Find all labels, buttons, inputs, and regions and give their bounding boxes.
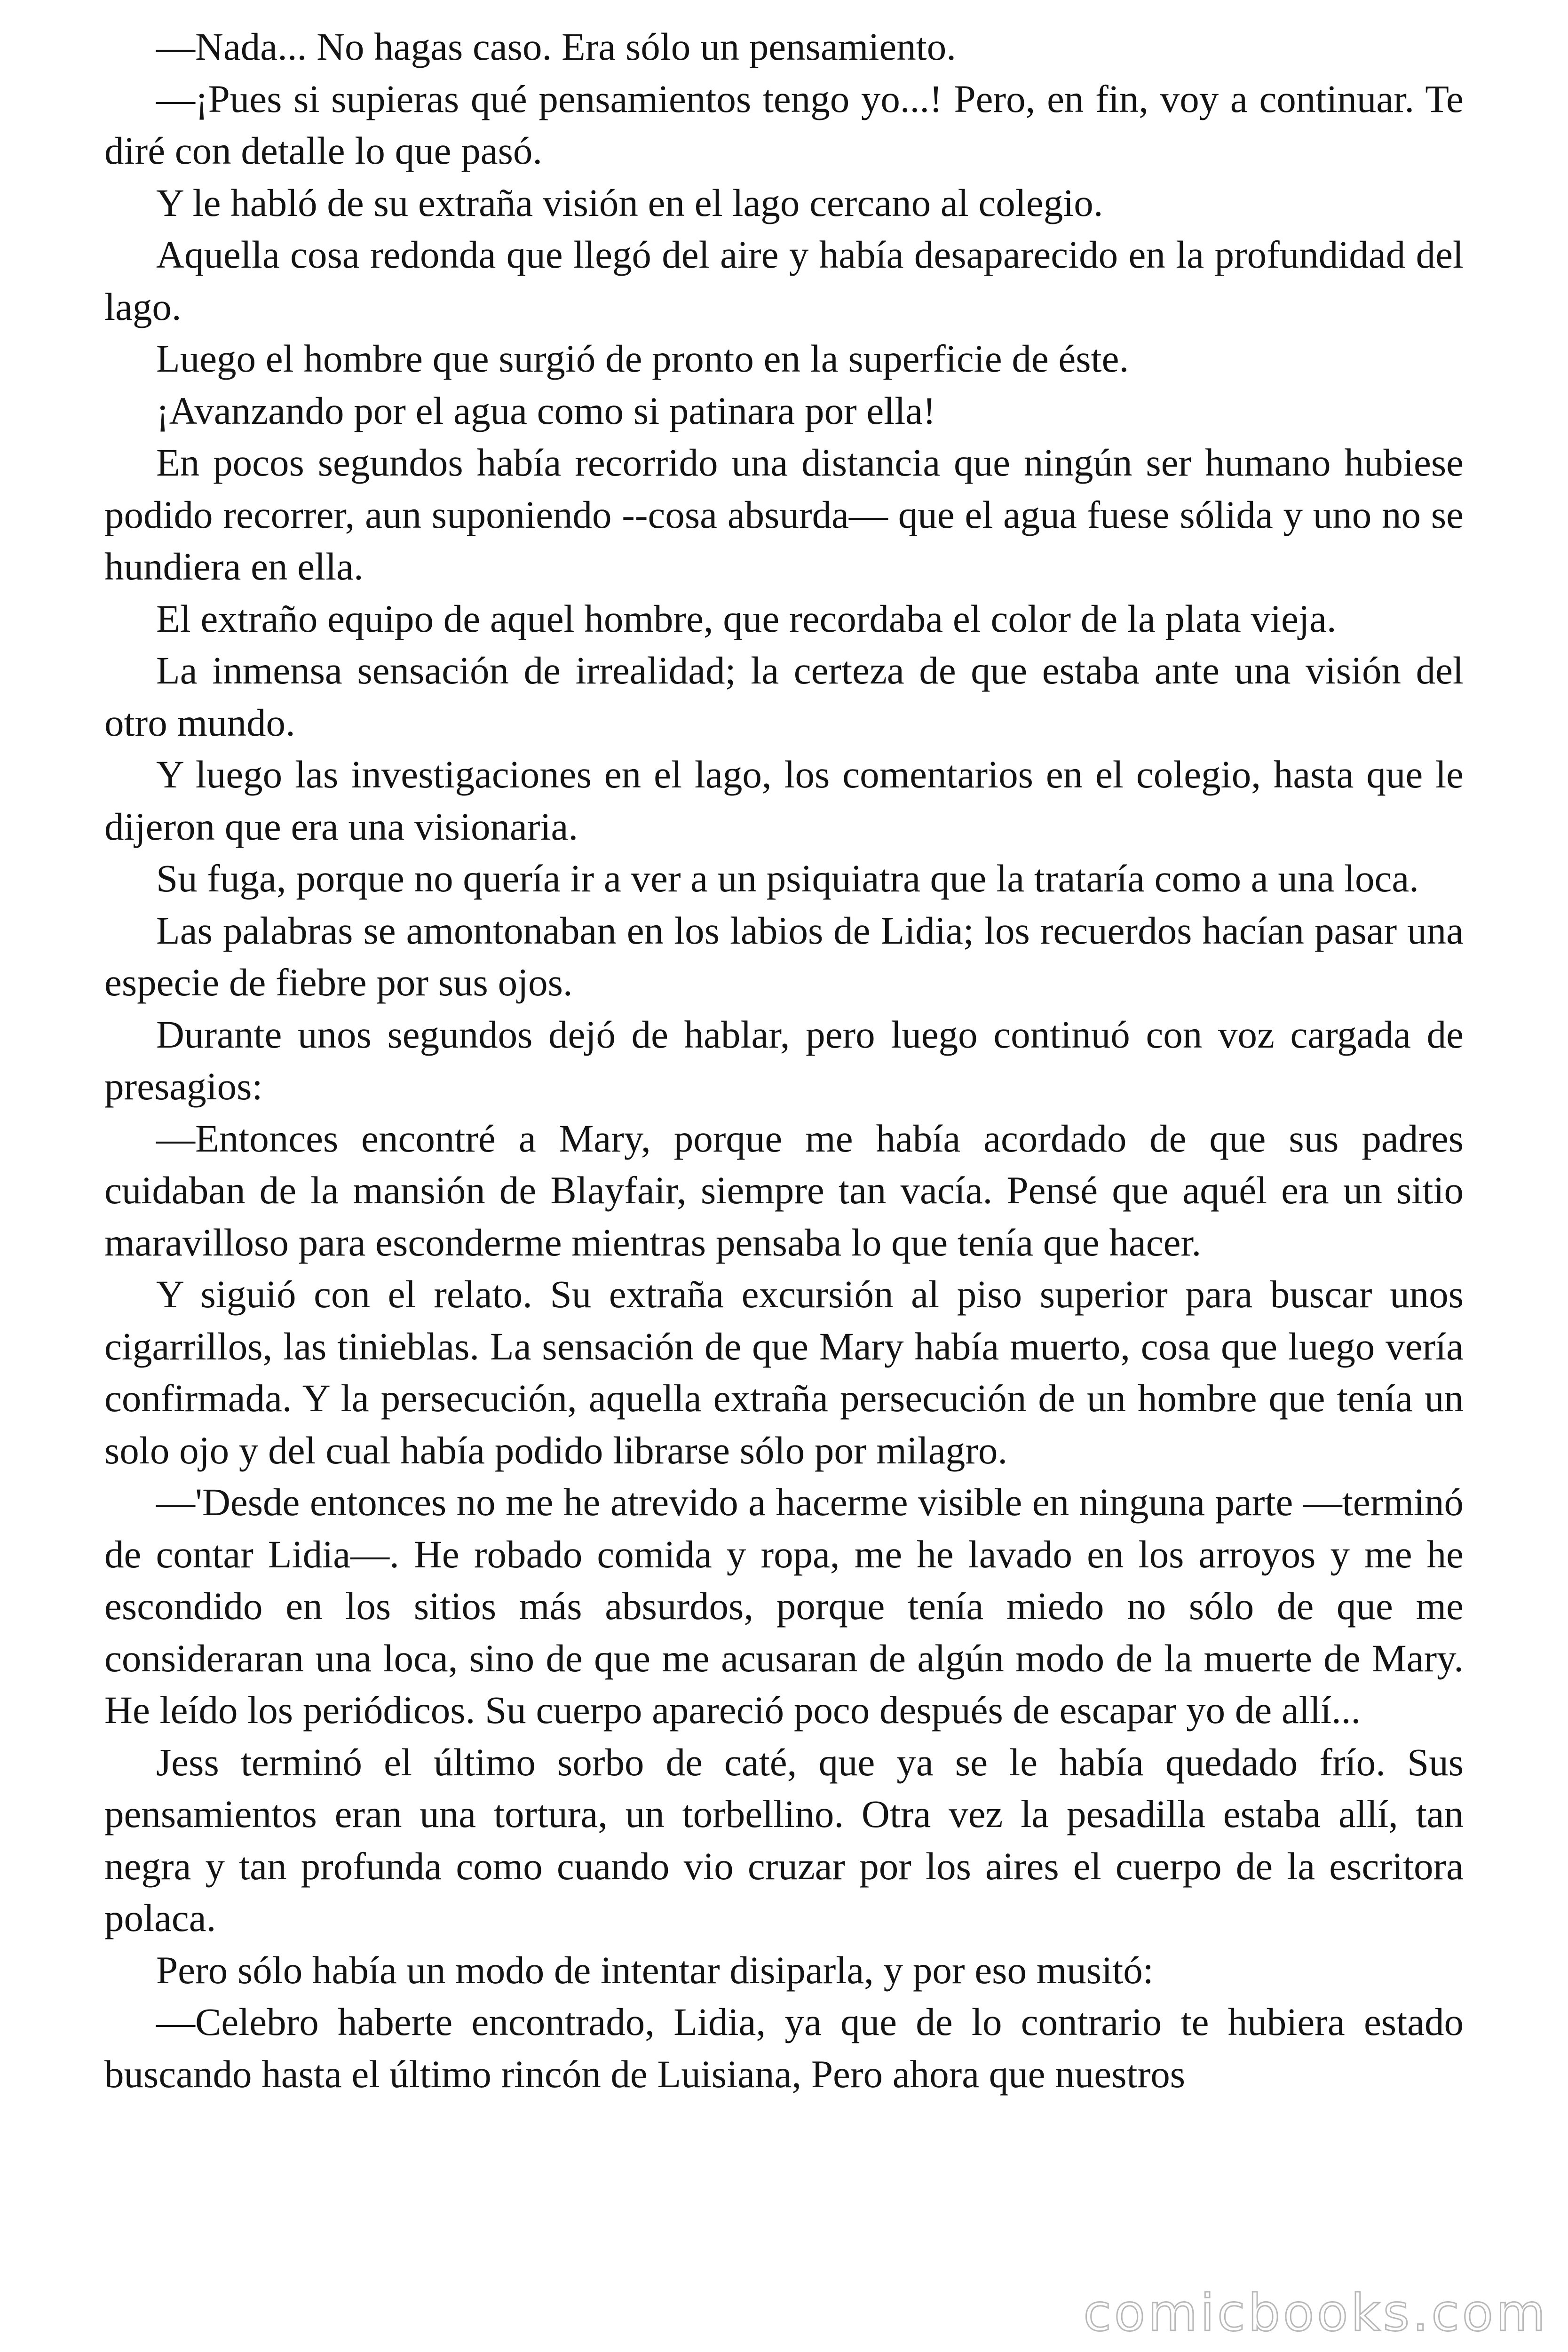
paragraph-3: Y le habló de su extraña visión en el lago cercano al colegio. — [156, 181, 1103, 224]
paragraph-7: En pocos segundos había recorrido una distancia que ningún ser humano hubiese podido recorrer, aun suponiendo --cosa absurda— que el agua fuese sólida y uno no se hundiera en ella. — [104, 441, 1464, 588]
paragraph-17: Jess terminó el último sorbo de caté, que ya se le había quedado frío. Sus pensamientos eran una tortura, un torbellino. Otra vez la pesadilla estaba allí, tan negra y tan profunda como cuando vio cruzar por los aires el cuerpo de la escritora polaca. — [104, 1740, 1464, 1939]
paragraph-16: —'Desde entonces no me he atrevido a hacerme visible en ninguna parte —terminó de contar Lidia—. He robado comida y ropa, me he lavado en los arroyos y me he escondido en los sitios más absurdos, porque tenía miedo no sólo de que me consideraran una loca, sino de que me acusaran de algún modo de la muerte de Mary. He leído los periódicos. Su cuerpo apareció poco después de escapar yo de allí... — [104, 1480, 1464, 1732]
paragraph-14: —Entonces encontré a Mary, porque me había acordado de que sus padres cuidaban de la mansión de Blayfair, siempre tan vacía. Pensé que aquél era un sitio maravilloso para esconderme mientras pensaba lo que tenía que hacer. — [104, 1116, 1464, 1264]
paragraph-4: Aquella cosa redonda que llegó del aire y había desaparecido en la profundidad del lago. — [104, 233, 1464, 328]
document-page — [104, 21, 1464, 2100]
paragraph-2: —¡Pues si supieras qué pensamientos tengo yo...! Pero, en fin, voy a continuar. Te diré con detalle lo que pasó. — [104, 77, 1464, 172]
paragraph-9: La inmensa sensación de irrealidad; la certeza de que estaba ante una visión del otro mundo. — [104, 649, 1464, 744]
paragraph-13: Durante unos segundos dejó de hablar, pero luego continuó con voz cargada de presagios: — [104, 1012, 1464, 1108]
watermark: comicbooks.com — [1083, 2284, 1548, 2343]
paragraph-8: El extraño equipo de aquel hombre, que recordaba el color de la plata vieja. — [156, 596, 1337, 640]
paragraph-15: Y siguió con el relato. Su extraña excursión al piso superior para buscar unos cigarrillos, las tinieblas. La sensación de que Mary había muerto, cosa que luego vería confirmada. Y la persecución, aquella extraña persecución de un hombre que tenía un solo ojo y del cual había podido librarse sólo por milagro. — [104, 1272, 1464, 1472]
paragraph-18: Pero sólo había un modo de intentar disiparla, y por eso musitó: — [156, 1948, 1154, 1992]
paragraph-10: Y luego las investigaciones en el lago, los comentarios en el colegio, hasta que le dijeron que era una visionaria. — [104, 753, 1464, 848]
paragraph-19: —Celebro haberte encontrado, Lidia, ya que de lo contrario te hubiera estado buscando hasta el último rincón de Luisiana, Pero ahora que nuestros — [104, 2000, 1464, 2096]
paragraph-1: —Nada... No hagas caso. Era sólo un pensamiento. — [156, 25, 957, 68]
paragraph-11: Su fuga, porque no quería ir a ver a un psiquiatra que la trataría como a una loca. — [156, 857, 1419, 900]
paragraph-6: ¡Avanzando por el agua como si patinara por ella! — [156, 389, 936, 432]
paragraph-5: Luego el hombre que surgió de pronto en la superficie de éste. — [156, 337, 1129, 380]
paragraph-12: Las palabras se amontonaban en los labios de Lidia; los recuerdos hacían pasar una especie de fiebre por sus ojos. — [104, 908, 1464, 1004]
